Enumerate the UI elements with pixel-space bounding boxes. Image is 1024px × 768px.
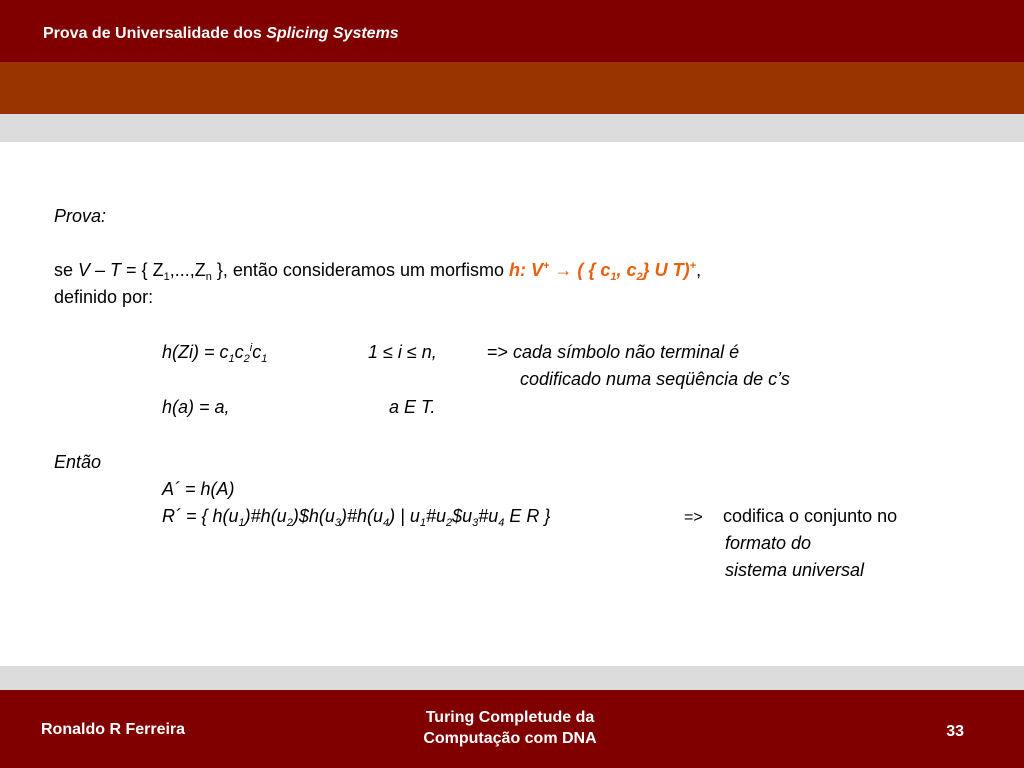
r-prime-formula: R´ = { $h(u_1)\#h(u_2)\$h(u_3)\#h(u_4)$ | $u_1\#u_2\$u_3\#u_4$ E R } [162, 506, 551, 529]
footer-author: Ronaldo R Ferreira [41, 721, 186, 738]
divider-band-top [0, 114, 1024, 142]
a-in-t: a E T. [389, 397, 436, 417]
implies-arrow: => [684, 509, 703, 526]
footer-course-title: Turing Completude da Computação com DNA [423, 709, 597, 747]
slide-title: Prova de Universalidade dos Splicing Systems [43, 25, 399, 42]
a-prime-formula: A´ = h(A) [162, 479, 235, 499]
prova-label: Prova: [54, 206, 107, 226]
index-range: 1 ≤ i ≤ n, [368, 342, 437, 362]
page-number: 33 [946, 723, 964, 740]
statement-line-1: se V – T = { $Z_1,...,Z_n$ }, então consideramos um morfismo h: V+ → ( { $c_1$, $c_2$} U T)+, [54, 260, 702, 283]
comment-1-continued: codificado numa seqüência de c’s [520, 369, 790, 389]
comment-2: codifica o conjunto no [723, 506, 898, 526]
ha-formula: h(a) = a, [162, 397, 230, 417]
morphism-definition: h: V+ → ( { $c_1$, $c_2$} U T)+ [508, 260, 697, 283]
entao-label: Então [54, 452, 102, 472]
comment-2-line-2: formato do [725, 533, 812, 553]
statement-line-2: definido por: [54, 287, 154, 307]
accent-band [0, 62, 1024, 114]
comment-1: => cada símbolo não terminal é [487, 342, 740, 362]
hzi-formula: $h(Zi) = c_1c_2^ic_1$ [162, 342, 268, 365]
comment-2-line-3: sistema universal [725, 560, 865, 580]
divider-band-bottom [0, 666, 1024, 690]
